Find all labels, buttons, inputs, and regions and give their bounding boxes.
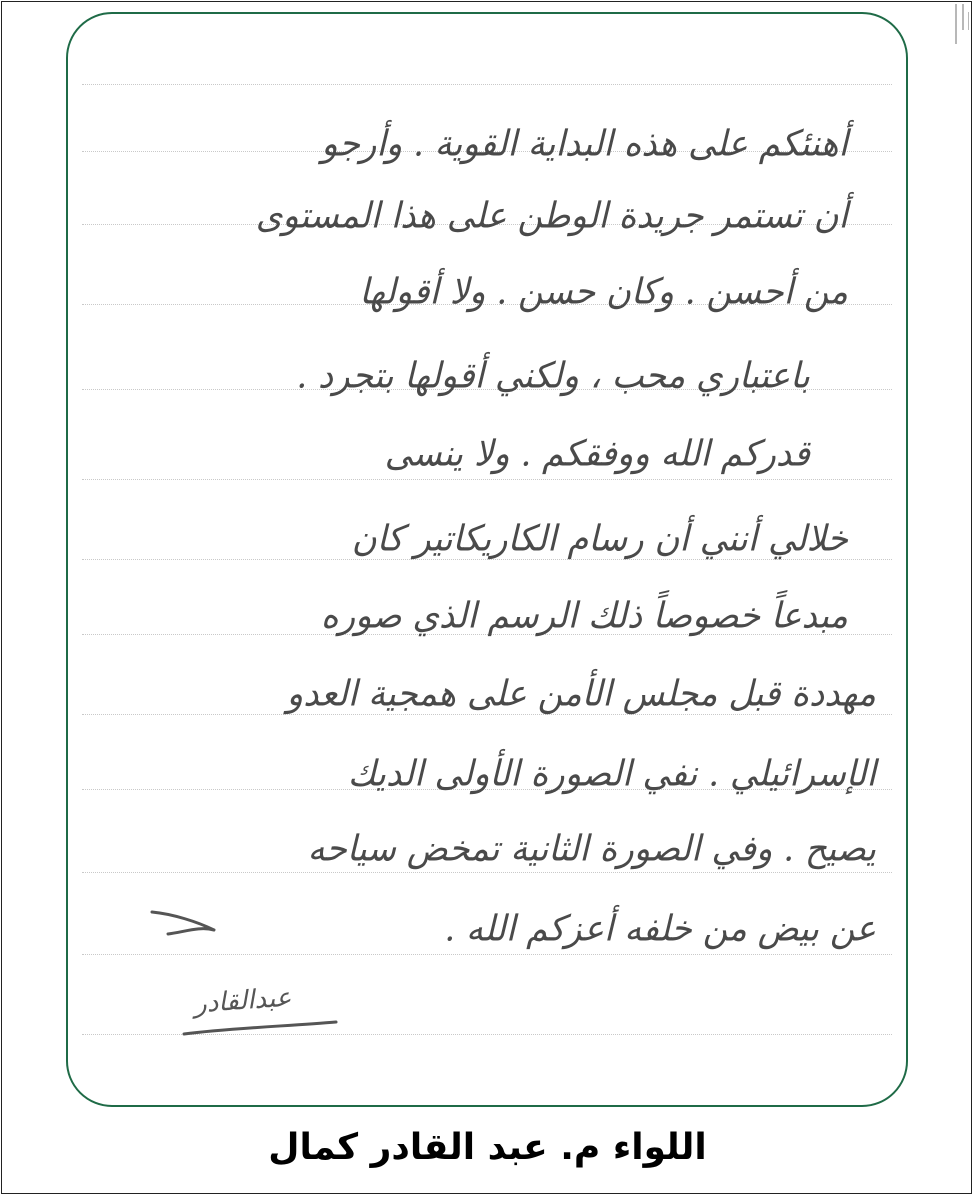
scan-edge-mark (968, 12, 969, 30)
letter-line: عن بيض من خلفه أعزكم الله . (444, 908, 876, 950)
letter-line: الإسرائيلي . نفي الصورة الأولى الديك (347, 753, 876, 795)
pen-flourish (148, 904, 218, 944)
letter-line: خلالي أنني أن رسام الكاريكاتير كان (351, 518, 848, 560)
letter-line: قدركم الله ووفقكم . ولا ينسى (384, 433, 810, 475)
scan-edge-mark (955, 4, 957, 44)
handwritten-note-card (66, 12, 908, 1107)
signature: عبدالقادر (193, 982, 293, 1020)
letter-line: يصيح . وفي الصورة الثانية تمخض سياحه (307, 828, 876, 870)
letter-line: مهددة قبل مجلس الأمن على همجية العدو (286, 673, 876, 715)
letter-line: من أحسن . وكان حسن . ولا أقولها (359, 271, 848, 313)
letter-line: أهنئكم على هذه البداية القوية . وأرجو (321, 123, 848, 165)
letter-line: مبدعاً خصوصاً ذلك الرسم الذي صوره (320, 595, 848, 637)
letter-line: أن تستمر جريدة الوطن على هذا المستوى (255, 195, 848, 237)
letter-line: باعتباري محب ، ولكني أقولها بتجرد . (296, 355, 810, 397)
author-caption: اللواء م. عبد القادر كمال (268, 1127, 707, 1168)
signature-underline (180, 1020, 340, 1044)
scan-edge-mark (962, 4, 964, 30)
